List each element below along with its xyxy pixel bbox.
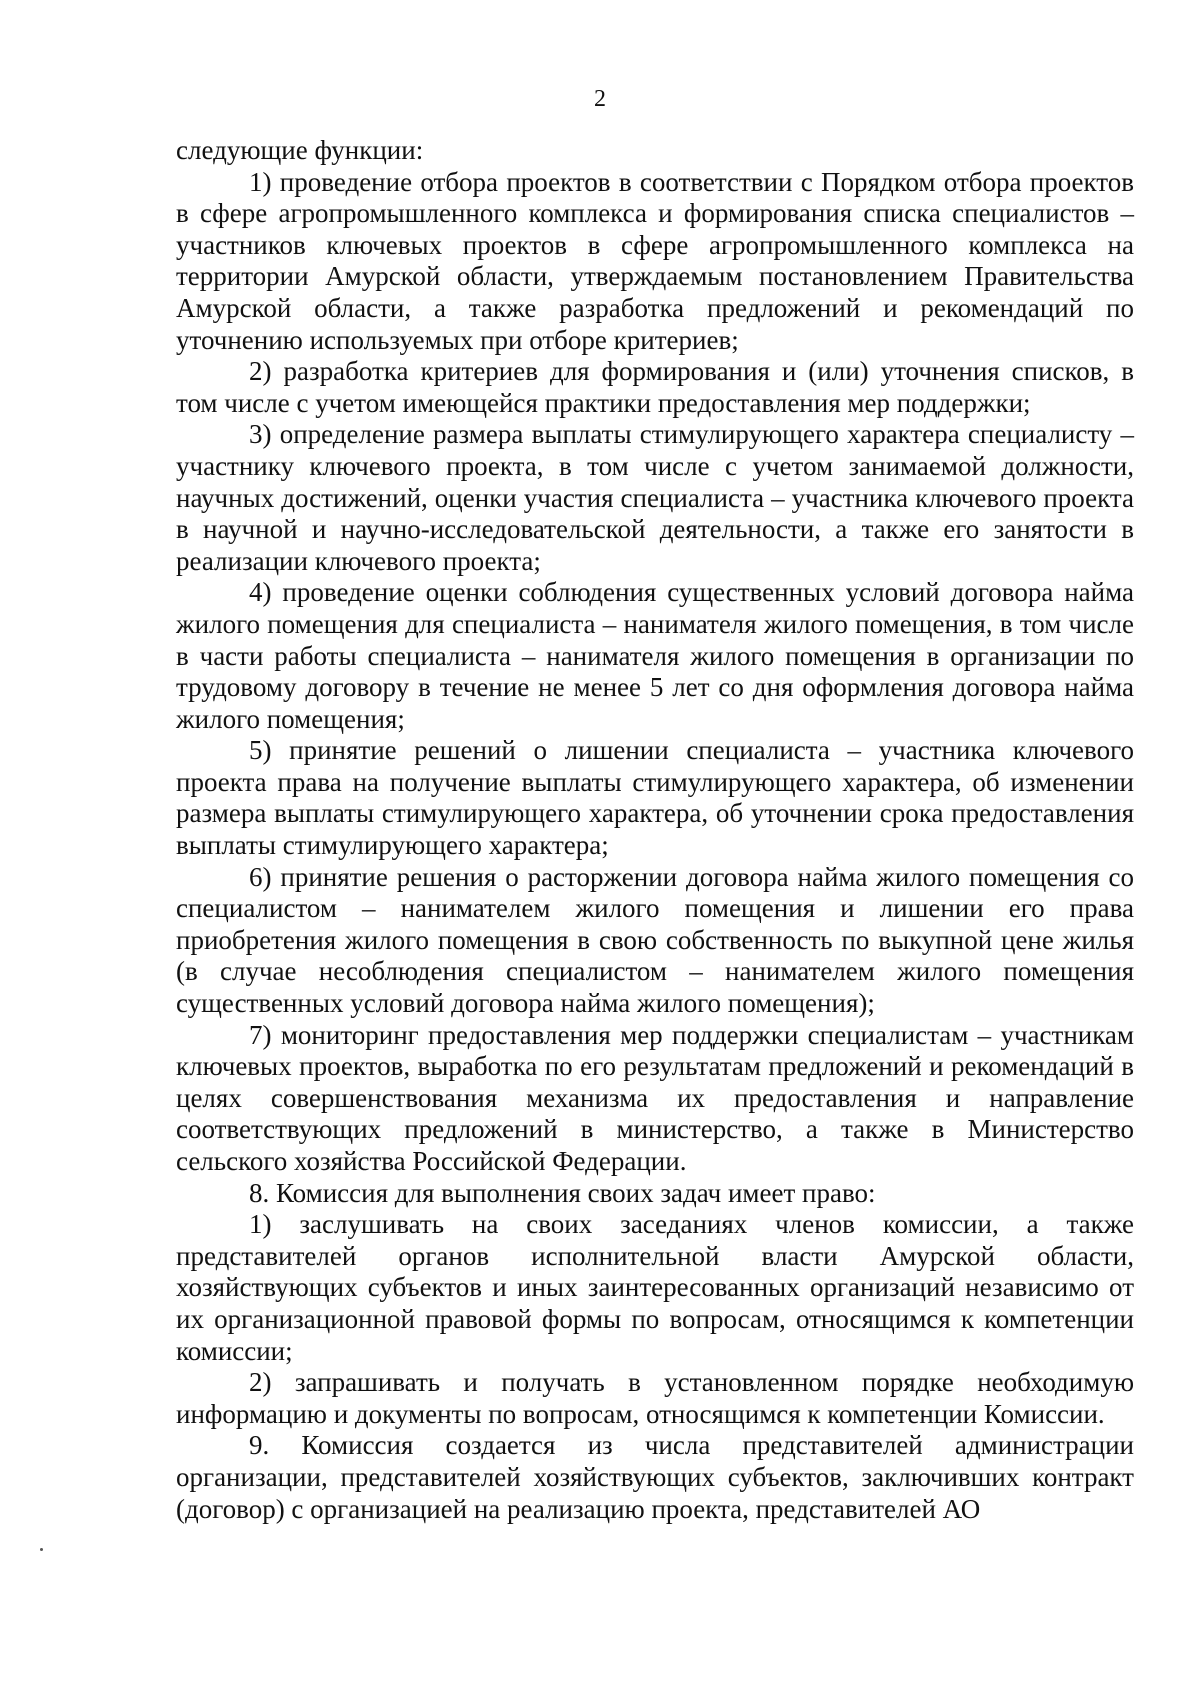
- paragraph-function-6: 6) принятие решения о расторжении договора найма жилого помещения со специалистом – нанимателем жилого помещения и лишении его права приобретения жилого помещения в свою собственность по выкупной цене жилья (в случае несоблюдения специалистом – нанимателем жилого помещения существенных условий договора найма жилого помещения);: [176, 861, 1134, 1019]
- paragraph-section-8: 8. Комиссия для выполнения своих задач имеет право:: [249, 1177, 876, 1208]
- paragraph-intro: следующие функции:: [176, 135, 424, 165]
- document-body: [176, 135, 1134, 1525]
- paragraph-function-2: 2) разработка критериев для формирования и (или) уточнения списков, в том числе с учетом имеющейся практики предоставления мер поддержки;: [176, 356, 1134, 418]
- paragraph-function-4: 4) проведение оценки соблюдения существенных условий договора найма жилого помещения для специалиста – нанимателя жилого помещения, в том числе в части работы специалиста – нанимателя жилого помещения в организации по трудовому договору в течение не менее 5 лет со дня оформления договора найма жилого помещения;: [176, 577, 1134, 734]
- paragraph-function-3: 3) определение размера выплаты стимулирующего характера специалисту – участнику ключевого проекта, в том числе с учетом занимаемой должности, научных достижений, оценки участия специалиста – участника ключевого проекта в научной и научно-исследовательской деятельности, а также его занятости в реализации ключевого проекта;: [176, 419, 1134, 576]
- paragraph-right-2: 2) запрашивать и получать в установленном порядке необходимую информацию и документы по вопросам, относящимся к компетенции Комиссии.: [176, 1367, 1134, 1429]
- page-number: 2: [594, 86, 606, 112]
- paragraph-right-1: 1) заслушивать на своих заседаниях членов комиссии, а также представителей органов исполнительной власти Амурской области, хозяйствующих субъектов и иных заинтересованных организаций независимо от их организационной правовой формы по вопросам, относящимся к компетенции комиссии;: [176, 1209, 1134, 1366]
- scan-speck: [40, 1548, 43, 1551]
- paragraph-function-1: 1) проведение отбора проектов в соответствии с Порядком отбора проектов в сфере агропромышленного комплекса и формирования списка специалистов – участников ключевых проектов в сфере агропромышленного комплекса на территории Амурской области, утверждаемым постановлением Правительства Амурской области, а также разработка предложений и рекомендаций по уточнению используемых при отборе критериев;: [176, 166, 1134, 355]
- paragraph-function-7: 7) мониторинг предоставления мер поддержки специалистам – участникам ключевых проектов, выработка по его результатам предложений и рекомендаций в целях совершенствования механизма их предоставления и направление соответствующих предложений в министерство, а также в Министерство сельского хозяйства Российской Федерации.: [176, 1019, 1134, 1176]
- paragraph-function-5: 5) принятие решений о лишении специалиста – участника ключевого проекта права на получение выплаты стимулирующего характера, об изменении размера выплаты стимулирующего характера, об уточнении срока предоставления выплаты стимулирующего характера;: [176, 735, 1134, 861]
- paragraph-section-9: 9. Комиссия создается из числа представителей администрации организации, представителей хозяйствующих субъектов, заключивших контракт (договор) с организацией на реализацию проекта, представителей АО: [176, 1430, 1134, 1524]
